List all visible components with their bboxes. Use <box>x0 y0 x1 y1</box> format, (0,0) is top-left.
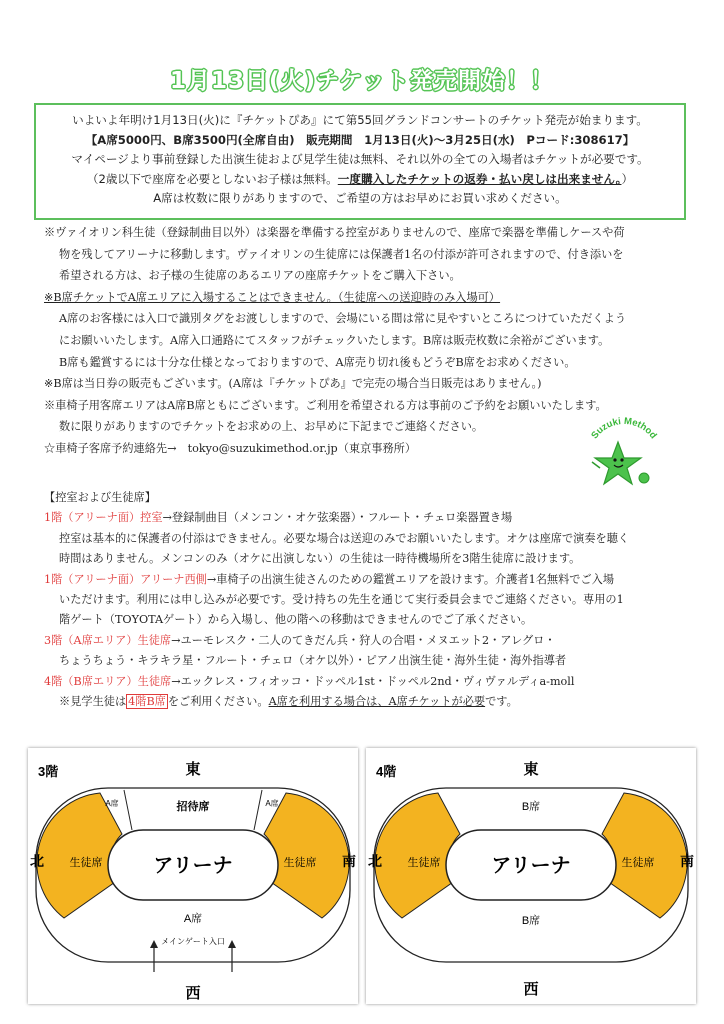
student-seat-right: 生徒席 <box>621 857 655 869</box>
floor-label: 4階 <box>376 764 397 779</box>
west-label: 西 <box>185 985 201 1002</box>
note-line-underlined: ※B席チケットでA席エリアに入場することはできません。（生徒席への送迎時のみ入場可） <box>44 290 501 304</box>
a-seat-top-left: A席 <box>105 799 119 808</box>
info-line-4: （2歳以下で座席を必要としないお子様は無料。一度購入したチケットの返券・払い戻しは出来ません。） <box>86 171 634 186</box>
floor-4-seating-map <box>366 748 696 1004</box>
section-line: 1階（アリーナ面）控室→登録制曲目（メンコン・オケ弦楽器）・フルート・チェロ楽器置き場 <box>44 511 513 525</box>
section-line: 1階（アリーナ面）アリーナ西側→車椅子の出演生徒さんのための鑑賞エリアを設けます。介護者1名無料でご入場 <box>44 572 615 586</box>
note-line: B席も鑑賞するには十分な仕様となっておりますので、A席売り切れ後もどうぞB席をお求めください。 <box>59 355 576 369</box>
b-seat-top: B席 <box>521 801 541 813</box>
arena-label: アリーナ <box>491 855 571 877</box>
east-label: 東 <box>185 761 201 778</box>
north-label: 北 <box>30 853 44 869</box>
a-seat-top-right: A席 <box>265 799 279 808</box>
rooms-and-seats-section <box>44 488 694 712</box>
west-label: 西 <box>523 981 539 998</box>
ticket-info-box <box>34 103 686 220</box>
south-label: 南 <box>342 853 356 869</box>
no-refund-notice: 一度購入したチケットの返券・払い戻しは出来ません。 <box>337 171 622 186</box>
section-line: 時間はありません。メンコンのみ（オケに出演しない）の生徒は一時待機場所を3階生徒席に設けます。 <box>59 552 581 566</box>
north-label: 北 <box>368 853 382 869</box>
main-gate-label: メインゲート入口 <box>161 937 225 946</box>
section-line: 階ゲート（TOYOTAゲート）から入場し、他の階への移動はできませんのでご了承ください。 <box>59 613 533 627</box>
note-line: 希望される方は、お子様の生徒席のあるエリアの座席チケットをご購入下さい。 <box>59 269 461 283</box>
note-line: 数に限りがありますのでチケットをお求めの上、お早めに下記までご連絡ください。 <box>59 420 484 434</box>
b-seat-bottom: B席 <box>521 915 541 927</box>
a-seat-bottom: A席 <box>183 913 203 925</box>
section-line: 4階（B席エリア）生徒席→エックレス・フィオッコ・ドッペル1st・ドッペル2nd・ヴィヴァルディa-moll <box>44 674 575 688</box>
note-line: ※ヴァイオリン科生徒（登録制曲目以外）は楽器を準備する控室がありませんので、座席で楽器を準備しケースや荷 <box>44 226 625 239</box>
logo-text: Suzuki Method <box>589 415 659 442</box>
floor-3-seating-map <box>28 748 358 1004</box>
info-line-5: A席は枚数に限りがありますので、ご希望の方はお早めにお買い求めください。 <box>153 191 567 205</box>
info-line-3: マイページより事前登録した出演生徒および見学生徒は無料、それ以外の全ての入場者はチケットが必要です。 <box>71 152 649 166</box>
wheelchair-contact: ☆車椅子客席予約連絡先→ tokyo@suzukimethod.or.jp（東京事務所） <box>44 441 417 455</box>
section-heading: 【控室および生徒席】 <box>44 491 156 504</box>
4f-b-seat-highlight: 4階B席 <box>128 695 166 709</box>
student-seat-right: 生徒席 <box>283 857 317 869</box>
section-line: 3階（A席エリア）生徒席→ユーモレスク・二人のてきだん兵・狩人の合唱・メヌエット2・アレグロ・ <box>44 633 556 647</box>
note-line: ※車椅子用客席エリアはA席B席ともにございます。ご利用を希望される方は事前のご予約をお願いいたします。 <box>44 398 607 412</box>
note-line: にお願いいたします。A席入口通路にてスタッフがチェックいたします。B席は販売枚数に余裕がございます。 <box>59 333 610 347</box>
student-seat-left: 生徒席 <box>69 857 103 869</box>
info-line-price: 【A席5000円、B席3500円(全席自由) 販売期間 1月13日(火)～3月25日(水) Pコード:308617】 <box>85 132 635 147</box>
info-line-1: いよいよ年明け1月13日(火)に『チケットぴあ』にて第55回グランドコンサートのチケット発売が始まります。 <box>72 113 648 127</box>
page-title: 1月13日(火)チケット発売開始！！ <box>170 68 554 94</box>
arena-label: アリーナ <box>153 855 233 877</box>
east-label: 東 <box>523 761 539 778</box>
note-line: 物を残してアリーナに移動します。ヴァイオリンの生徒席には保護者1名の付添が許可されますので、付き添いを <box>59 247 624 261</box>
section-line: ※見学生徒は 4階B席 をご利用ください。A席を利用する場合は、A席チケットが必要です。 <box>59 695 518 709</box>
note-line: A席のお客様には入口で識別タグをお渡ししますので、会場にいる間は常に見やすいところにつけていただくよう <box>59 312 627 326</box>
section-line: 控室は基本的に保護者の付添はできません。必要な場合は送迎のみでお願いいたします。オケは座席で演奏を聴く <box>59 531 630 545</box>
section-line: いただけます。利用には申し込みが必要です。受け持ちの先生を通じて実行委員会までご連絡ください。専用の1 <box>59 593 624 607</box>
invited-seat-label: 招待席 <box>176 801 210 813</box>
note-line: ※B席は当日券の販売もございます。(A席は『チケットぴあ』で完売の場合当日販売はありません。) <box>44 377 542 391</box>
section-line: ちょうちょう・キラキラ星・フルート・チェロ（オケ以外）・ピアノ出演生徒・海外生徒・海外指導者 <box>59 654 567 668</box>
south-label: 南 <box>680 853 694 869</box>
floor-label: 3階 <box>38 764 59 779</box>
student-seat-left: 生徒席 <box>407 857 441 869</box>
